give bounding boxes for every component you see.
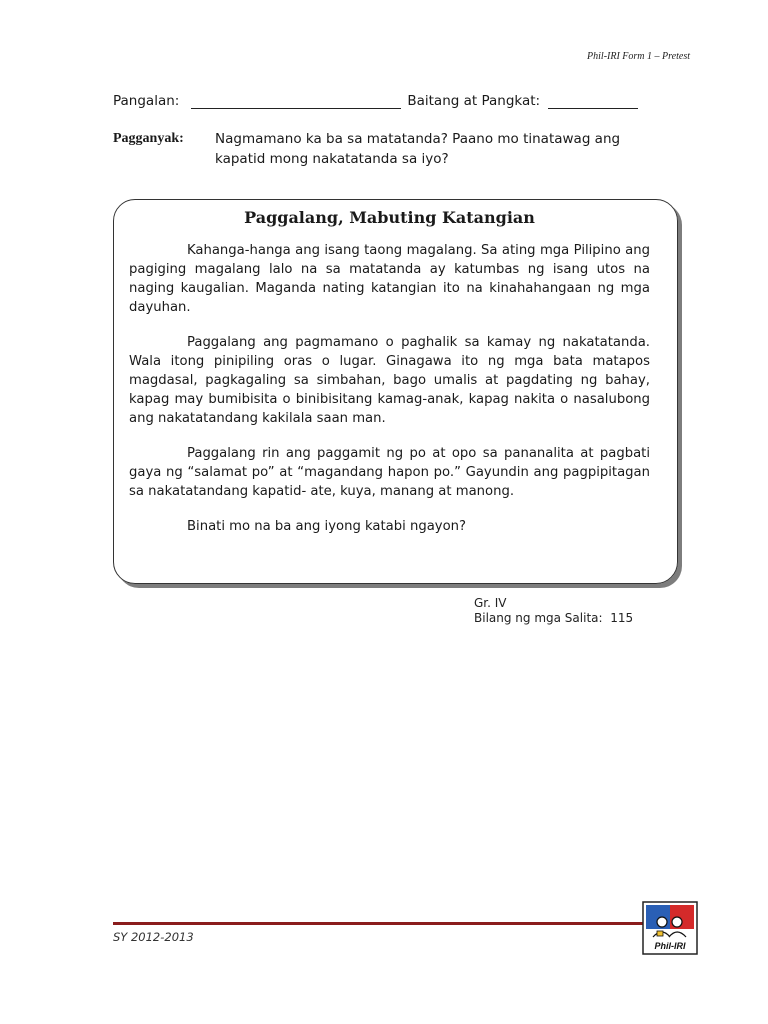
story-title: Paggalang, Mabuting Katangian: [244, 208, 535, 227]
motivation-label: Pagganyak:: [113, 131, 184, 146]
grade-section-label: Baitang at Pangkat:: [407, 93, 541, 109]
form-label: Phil-IRI Form 1 – Pretest: [587, 51, 690, 62]
motivation-question: Nagmamano ka ba sa matatanda? Paano mo tinatawag ang kapatid mong nakatatanda sa iyo?: [215, 131, 621, 167]
story-paragraph: Binati mo na ba ang iyong katabi ngayon?: [187, 519, 467, 534]
phil-iri-logo: [642, 901, 698, 955]
word-count-row: [474, 611, 633, 626]
phil-iri-logo-icon: [642, 901, 698, 955]
story-paragraph: Paggalang rin ang paggamit ng po at opo sa pananalita at pagbati gaya ng “salamat po” at “magandang hapon po.” Gayundin ang pagpipitagan sa nakatatandang kapatid- ate, kuya, manang at manong.: [129, 446, 650, 499]
story-box: [113, 199, 678, 584]
name-grade-row: [113, 93, 653, 109]
grade-level: Gr. IV: [474, 596, 507, 610]
school-year: SY 2012-2013: [113, 930, 194, 944]
footer-divider: [113, 922, 643, 925]
word-count-label: Bilang ng mga Salita:: [474, 611, 603, 625]
name-blank-line: [191, 94, 401, 109]
name-label: Pangalan:: [113, 93, 180, 109]
story-paragraph: Paggalang ang pagmamano o paghalik sa kamay ng nakatatanda. Wala itong pinipiling oras o lugar. Ginagawa ito ng mga bata matapos magdasal, pagkagaling sa simbahan, bago umalis at pagdating ng bahay, kapag may bumibisita o binibisitang kamag-anak, kapag nakita o nasalubong ang nakatatandang kakilala saan man.: [129, 335, 650, 426]
logo-text: Phil-IRI: [654, 941, 686, 951]
word-count-value: 115: [610, 611, 634, 625]
motivation-section: [113, 129, 658, 169]
story-meta: [474, 596, 633, 626]
story-paragraph: Kahanga-hanga ang isang taong magalang. Sa ating mga Pilipino ang pagiging magalang lalo na sa matatanda ay katumbas ng isang utos na naging kaugalian. Maganda nating katangian ito na kinahahangaan ng mga dayuhan.: [129, 243, 650, 315]
grade-section-blank-line: [548, 94, 638, 109]
